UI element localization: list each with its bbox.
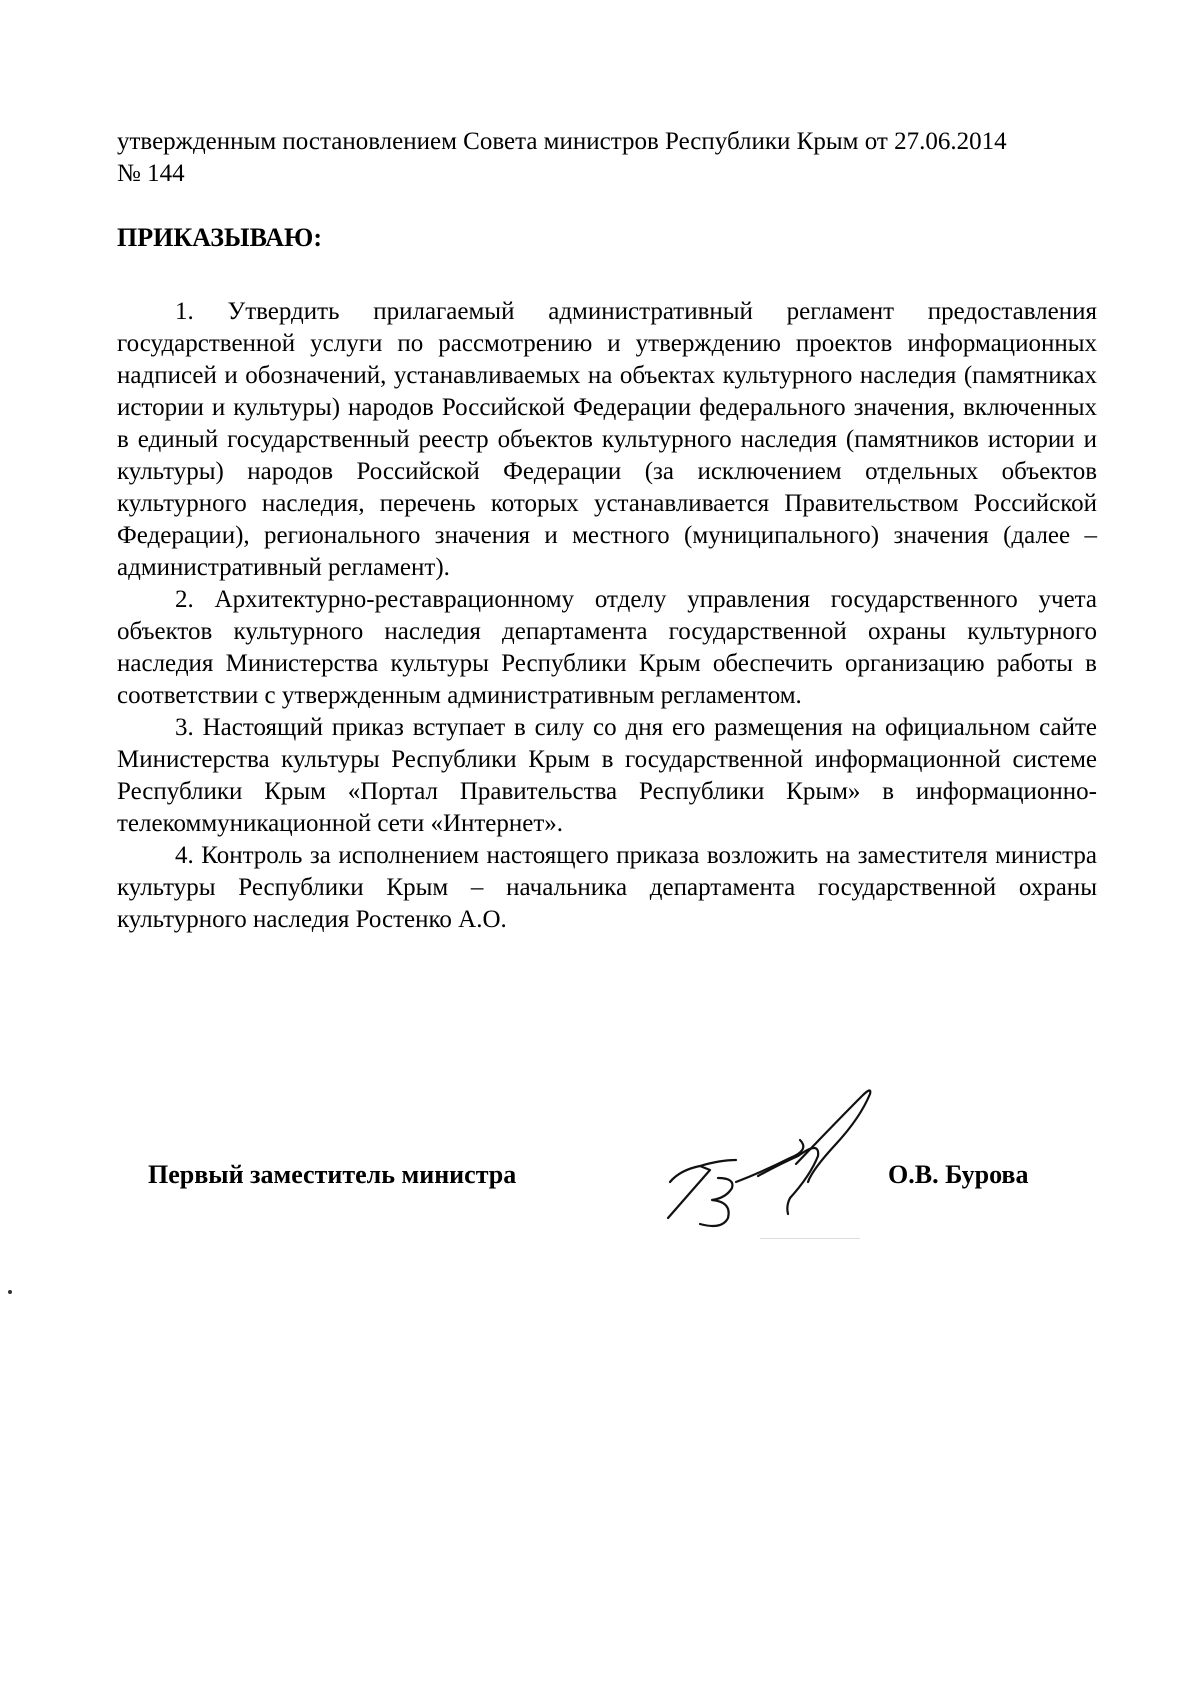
preamble-text [117, 126, 1097, 190]
signatory-name: О.В. Бурова [888, 1160, 1029, 1189]
order-item-3: 3. Настоящий приказ вступает в силу со дня его размещения на официальном сайте Министерства культуры Республики Крым в государственной информационной системе Республики Крым «Портал Правительства Республики Крым» в информационно-телекоммуникационной сети «Интернет». [117, 714, 1097, 837]
signatory-position: Первый заместитель министра [148, 1160, 517, 1189]
order-item-1: 1. Утвердить прилагаемый административный регламент предоставления государственной услуги по рассмотрению и утверждению проектов информационных надписей и обозначений, устанавливаемых на объектах культурного наследия (памятниках истории и культуры) народов Российской Федерации федерального значения, включенных в единый государственный реестр объектов культурного наследия (памятников истории и культуры) народов Российской Федерации (за исключением отдельных объектов культурного наследия, перечень которых устанавливается Правительством Российской Федерации), регионального значения и местного (муниципального) значения (далее – административный регламент). [117, 298, 1097, 581]
scan-artifact-dot [8, 1290, 12, 1294]
handwritten-signature [640, 1060, 910, 1240]
order-body [117, 296, 1097, 936]
signature-block [0, 1160, 1200, 1200]
scan-artifact-line [760, 1238, 860, 1239]
preamble-line-2: № 144 [117, 160, 185, 187]
order-item-4: 4. Контроль за исполнением настоящего приказа возложить на заместителя министра культуры Республики Крым – начальника департамента государственной охраны культурного наследия Ростенко А.О. [117, 842, 1097, 933]
preamble-line-1: утвержденным постановлением Совета министров Республики Крым от 27.06.2014 [117, 128, 1007, 155]
order-item-2: 2. Архитектурно-реставрационному отделу управления государственного учета объектов культурного наследия департамента государственной охраны культурного наследия Министерства культуры Республики Крым обеспечить организацию работы в соответствии с утвержденным административным регламентом. [117, 586, 1097, 709]
order-heading: ПРИКАЗЫВАЮ: [117, 223, 322, 252]
